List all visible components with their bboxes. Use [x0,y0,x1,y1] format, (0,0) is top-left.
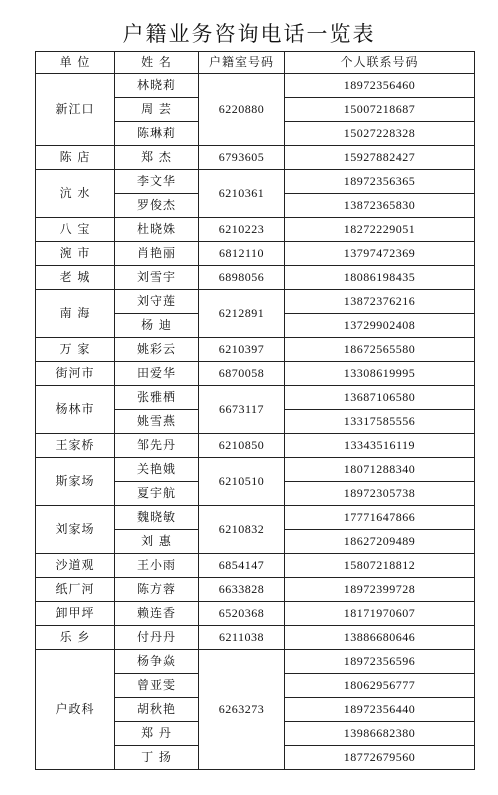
table-row [36,506,475,530]
unit-cell: 乐 乡 [36,626,115,650]
name-cell: 田爱华 [115,362,199,386]
name-cell: 姚雪燕 [115,410,199,434]
office-phone-cell: 6210850 [199,434,285,458]
personal-phone-cell: 18972356365 [285,170,475,194]
name-cell: 杨 迪 [115,314,199,338]
table-row [36,386,475,410]
table-header [36,52,475,74]
name-cell: 陈琳莉 [115,122,199,146]
personal-phone-cell: 13872376216 [285,290,475,314]
personal-phone-cell: 18672565580 [285,338,475,362]
unit-cell: 卸甲坪 [36,602,115,626]
name-cell: 杜晓姝 [115,218,199,242]
personal-phone-cell: 18062956777 [285,674,475,698]
table-row [36,242,475,266]
office-phone-cell: 6211038 [199,626,285,650]
personal-phone-cell: 13308619995 [285,362,475,386]
office-phone-cell: 6870058 [199,362,285,386]
table-row [36,626,475,650]
name-cell: 王小雨 [115,554,199,578]
office-phone-cell: 6210361 [199,170,285,218]
personal-phone-cell: 18972399728 [285,578,475,602]
name-cell: 姚彩云 [115,338,199,362]
table-row [36,578,475,602]
table-row [36,146,475,170]
name-cell: 刘守莲 [115,290,199,314]
table-body [36,74,475,770]
name-cell: 杨争焱 [115,650,199,674]
table-row [36,266,475,290]
table-row [36,554,475,578]
office-phone-cell: 6520368 [199,602,285,626]
personal-phone-cell: 18972305738 [285,482,475,506]
unit-cell: 斯家场 [36,458,115,506]
name-cell: 刘雪宇 [115,266,199,290]
name-cell: 郑 杰 [115,146,199,170]
unit-cell: 八 宝 [36,218,115,242]
name-cell: 赖连香 [115,602,199,626]
name-cell: 付丹丹 [115,626,199,650]
table-row [36,650,475,674]
personal-phone-cell: 13886680646 [285,626,475,650]
office-phone-cell: 6263273 [199,650,285,770]
name-cell: 曾亚雯 [115,674,199,698]
unit-cell: 刘家场 [36,506,115,554]
name-cell: 陈方蓉 [115,578,199,602]
personal-phone-cell: 15807218812 [285,554,475,578]
personal-phone-cell: 17771647866 [285,506,475,530]
name-cell: 丁 扬 [115,746,199,770]
personal-phone-cell: 13797472369 [285,242,475,266]
unit-cell: 老 城 [36,266,115,290]
unit-cell: 王家桥 [36,434,115,458]
personal-phone-cell: 18772679560 [285,746,475,770]
office-phone-cell: 6898056 [199,266,285,290]
personal-phone-cell: 13343516119 [285,434,475,458]
personal-phone-cell: 13729902408 [285,314,475,338]
office-phone-cell: 6854147 [199,554,285,578]
personal-phone-cell: 15027228328 [285,122,475,146]
table-row [36,74,475,98]
personal-phone-cell: 13317585556 [285,410,475,434]
name-cell: 李文华 [115,170,199,194]
office-phone-cell: 6633828 [199,578,285,602]
name-cell: 魏晓敏 [115,506,199,530]
unit-cell: 沆 水 [36,170,115,218]
personal-phone-cell: 13986682380 [285,722,475,746]
office-phone-cell: 6220880 [199,74,285,146]
office-phone-cell: 6793605 [199,146,285,170]
personal-phone-cell: 18972356596 [285,650,475,674]
table-row [36,290,475,314]
table-row [36,458,475,482]
name-cell: 周 芸 [115,98,199,122]
table-row [36,362,475,386]
name-cell: 罗俊杰 [115,194,199,218]
header-name: 姓 名 [115,52,199,74]
header-unit: 单 位 [36,52,115,74]
name-cell: 胡秋艳 [115,698,199,722]
name-cell: 郑 丹 [115,722,199,746]
unit-cell: 沙道观 [36,554,115,578]
name-cell: 林晓莉 [115,74,199,98]
unit-cell: 纸厂河 [36,578,115,602]
office-phone-cell: 6210223 [199,218,285,242]
personal-phone-cell: 18627209489 [285,530,475,554]
personal-phone-cell: 18972356440 [285,698,475,722]
office-phone-cell: 6673117 [199,386,285,434]
personal-phone-cell: 18086198435 [285,266,475,290]
name-cell: 关艳娥 [115,458,199,482]
name-cell: 刘 惠 [115,530,199,554]
contact-table [35,51,475,770]
personal-phone-cell: 18972356460 [285,74,475,98]
name-cell: 张雅栖 [115,386,199,410]
unit-cell: 街河市 [36,362,115,386]
office-phone-cell: 6212891 [199,290,285,338]
unit-cell: 杨林市 [36,386,115,434]
unit-cell: 户政科 [36,650,115,770]
name-cell: 夏宇航 [115,482,199,506]
table-row [36,218,475,242]
office-phone-cell: 6210397 [199,338,285,362]
table-row [36,434,475,458]
office-phone-cell: 6210832 [199,506,285,554]
name-cell: 肖艳丽 [115,242,199,266]
unit-cell: 万 家 [36,338,115,362]
personal-phone-cell: 13872365830 [285,194,475,218]
personal-phone-cell: 15927882427 [285,146,475,170]
table-row [36,338,475,362]
personal-phone-cell: 13687106580 [285,386,475,410]
unit-cell: 涴 市 [36,242,115,266]
personal-phone-cell: 18272229051 [285,218,475,242]
header-row [36,52,475,74]
personal-phone-cell: 15007218687 [285,98,475,122]
unit-cell: 新江口 [36,74,115,146]
header-personal-phone: 个人联系号码 [285,52,475,74]
office-phone-cell: 6210510 [199,458,285,506]
header-office-phone: 户籍室号码 [199,52,285,74]
name-cell: 邹先丹 [115,434,199,458]
table-row [36,602,475,626]
page-title: 户籍业务咨询电话一览表 [122,22,376,46]
personal-phone-cell: 18171970607 [285,602,475,626]
personal-phone-cell: 18071288340 [285,458,475,482]
unit-cell: 南 海 [36,290,115,338]
table-row [36,170,475,194]
unit-cell: 陈 店 [36,146,115,170]
office-phone-cell: 6812110 [199,242,285,266]
